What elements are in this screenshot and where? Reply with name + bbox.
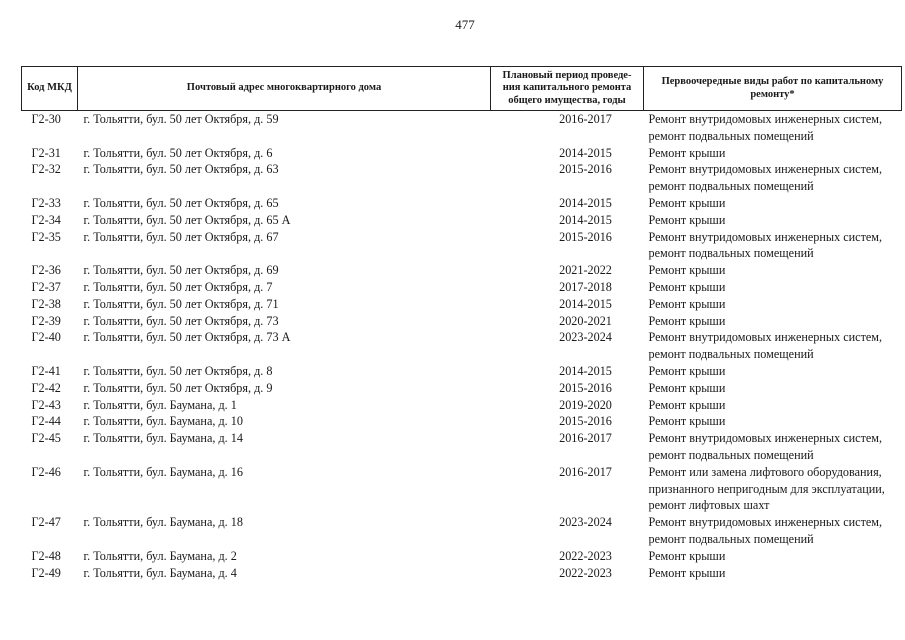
row-period: 2020-2021 (559, 313, 612, 328)
row-code: Г2-37 (31, 279, 61, 294)
work-item: Ремонт крыши (648, 548, 726, 563)
work-item: Ремонт внутридомовых инженерных систем, (648, 162, 883, 177)
work-item: Ремонт крыши (648, 565, 726, 580)
row-period: 2014-2015 (559, 296, 612, 311)
row-code: Г2-43 (31, 397, 61, 412)
row-address: г. Тольятти, бул. Баумана, д. 4 (83, 565, 237, 580)
row-period: 2015-2016 (559, 414, 612, 429)
row-period: 2023-2024 (559, 330, 612, 345)
row-works (644, 565, 902, 582)
row-address: г. Тольятти, бул. 50 лет Октября, д. 63 (83, 162, 279, 177)
work-item: ремонт подвальных помещений (648, 447, 814, 462)
row-period: 2016-2017 (559, 431, 612, 446)
row-address: г. Тольятти, бул. Баумана, д. 18 (83, 515, 243, 530)
row-code: Г2-38 (31, 296, 61, 311)
page-number: 477 (455, 17, 475, 32)
work-item: Ремонт крыши (648, 145, 726, 160)
row-code: Г2-32 (31, 162, 61, 177)
row-period: 2014-2015 (559, 212, 612, 227)
work-item: Ремонт внутридомовых инженерных систем, (648, 330, 883, 345)
row-works (644, 212, 902, 229)
work-item: ремонт подвальных помещений (648, 347, 814, 362)
row-works (644, 413, 902, 430)
table-row (22, 565, 902, 582)
table-row (22, 195, 902, 212)
row-period: 2017-2018 (559, 279, 612, 294)
row-works (644, 430, 902, 464)
work-item: признанного непригодным для эксплуатации, (648, 481, 885, 496)
row-address: г. Тольятти, бул. 50 лет Октября, д. 7 (83, 279, 273, 294)
row-address: г. Тольятти, бул. 50 лет Октября, д. 73 А (83, 330, 291, 345)
header-code: Код МКД (22, 67, 78, 111)
row-address: г. Тольятти, бул. Баумана, д. 14 (83, 431, 243, 446)
row-code: Г2-41 (31, 363, 61, 378)
row-code: Г2-42 (31, 380, 61, 395)
row-code: Г2-34 (31, 212, 61, 227)
table-row (22, 430, 902, 464)
row-works (644, 296, 902, 313)
row-address: г. Тольятти, бул. 50 лет Октября, д. 71 (83, 296, 279, 311)
work-item: Ремонт крыши (648, 263, 726, 278)
header-period: Плановый период проведе-ния капитального ремонта общего имущества, годы (491, 67, 644, 111)
row-address: г. Тольятти, бул. Баумана, д. 2 (83, 548, 237, 563)
row-works (644, 313, 902, 330)
work-item: Ремонт внутридомовых инженерных систем, (648, 431, 883, 446)
row-code: Г2-39 (31, 313, 61, 328)
work-item: ремонт подвальных помещений (648, 179, 814, 194)
table-row (22, 413, 902, 430)
work-item: Ремонт крыши (648, 279, 726, 294)
table-row (22, 548, 902, 565)
row-address: г. Тольятти, бул. 50 лет Октября, д. 59 (83, 112, 279, 126)
work-item: Ремонт крыши (648, 397, 726, 412)
row-period: 2015-2016 (559, 229, 612, 244)
work-item: Ремонт крыши (648, 363, 726, 378)
row-period: 2014-2015 (559, 363, 612, 378)
header-address: Почтовый адрес многоквартирного дома (78, 67, 491, 111)
row-works (644, 464, 902, 514)
work-item: ремонт подвальных помещений (648, 128, 814, 143)
row-address: г. Тольятти, бул. 50 лет Октября, д. 6 (83, 145, 273, 160)
table-row (22, 111, 902, 145)
row-works (644, 397, 902, 414)
row-period: 2016-2017 (559, 464, 612, 479)
row-address: г. Тольятти, бул. Баумана, д. 16 (83, 464, 243, 479)
row-period: 2022-2023 (559, 548, 612, 563)
row-works (644, 161, 902, 195)
row-works (644, 514, 902, 548)
repair-schedule-table (21, 66, 902, 581)
row-address: г. Тольятти, бул. 50 лет Октября, д. 65 (83, 195, 279, 210)
row-works (644, 329, 902, 363)
row-code: Г2-45 (31, 431, 61, 446)
row-works (644, 262, 902, 279)
row-code: Г2-31 (31, 145, 61, 160)
work-item: ремонт подвальных помещений (648, 531, 814, 546)
row-works (644, 363, 902, 380)
work-item: Ремонт крыши (648, 296, 726, 311)
row-code: Г2-48 (31, 548, 61, 563)
header-works: Первоочередные виды работ по капитальному ремонту* (644, 67, 902, 111)
row-code: Г2-44 (31, 414, 61, 429)
row-period: 2022-2023 (559, 565, 612, 580)
work-item: Ремонт крыши (648, 380, 726, 395)
row-code: Г2-46 (31, 464, 61, 479)
row-code: Г2-40 (31, 330, 61, 345)
work-item: Ремонт внутридомовых инженерных систем, (648, 515, 883, 530)
row-address: г. Тольятти, бул. 50 лет Октября, д. 69 (83, 263, 279, 278)
row-period: 2021-2022 (559, 263, 612, 278)
work-item: ремонт лифтовых шахт (648, 498, 770, 513)
row-code: Г2-49 (31, 565, 61, 580)
row-address: г. Тольятти, бул. Баумана, д. 10 (83, 414, 243, 429)
row-address: г. Тольятти, бул. 50 лет Октября, д. 9 (83, 380, 273, 395)
table-row (22, 329, 902, 363)
table-row (22, 296, 902, 313)
work-item: Ремонт крыши (648, 313, 726, 328)
row-works (644, 279, 902, 296)
table-row (22, 212, 902, 229)
row-works (644, 548, 902, 565)
row-period: 2015-2016 (559, 380, 612, 395)
table-row (22, 262, 902, 279)
row-address: г. Тольятти, бул. 50 лет Октября, д. 8 (83, 363, 273, 378)
row-period: 2015-2016 (559, 162, 612, 177)
row-code: Г2-33 (31, 195, 61, 210)
row-code: Г2-35 (31, 229, 61, 244)
row-period: 2016-2017 (559, 112, 612, 126)
table-row (22, 145, 902, 162)
table-row (22, 464, 902, 514)
row-code: Г2-30 (31, 112, 61, 126)
work-item: ремонт подвальных помещений (648, 246, 814, 261)
row-code: Г2-36 (31, 263, 61, 278)
work-item: Ремонт крыши (648, 414, 726, 429)
row-address: г. Тольятти, бул. 50 лет Октября, д. 67 (83, 229, 279, 244)
row-works (644, 195, 902, 212)
row-works (644, 380, 902, 397)
table-row (22, 397, 902, 414)
table-row (22, 380, 902, 397)
row-address: г. Тольятти, бул. Баумана, д. 1 (83, 397, 237, 412)
table-row (22, 161, 902, 195)
work-item: Ремонт крыши (648, 195, 726, 210)
row-period: 2019-2020 (559, 397, 612, 412)
table-row (22, 279, 902, 296)
row-works (644, 229, 902, 263)
row-code: Г2-47 (31, 515, 61, 530)
row-period: 2014-2015 (559, 195, 612, 210)
work-item: Ремонт крыши (648, 212, 726, 227)
table-row (22, 363, 902, 380)
work-item: Ремонт внутридомовых инженерных систем, (648, 112, 883, 126)
row-address: г. Тольятти, бул. 50 лет Октября, д. 65 А (83, 212, 291, 227)
table-body (22, 111, 902, 582)
row-period: 2023-2024 (559, 515, 612, 530)
row-works (644, 111, 902, 145)
work-item: Ремонт внутридомовых инженерных систем, (648, 229, 883, 244)
table-header (22, 67, 902, 111)
row-works (644, 145, 902, 162)
table-row (22, 229, 902, 263)
table-row (22, 514, 902, 548)
table-row (22, 313, 902, 330)
work-item: Ремонт или замена лифтового оборудования, (648, 464, 882, 479)
row-address: г. Тольятти, бул. 50 лет Октября, д. 73 (83, 313, 279, 328)
row-period: 2014-2015 (559, 145, 612, 160)
